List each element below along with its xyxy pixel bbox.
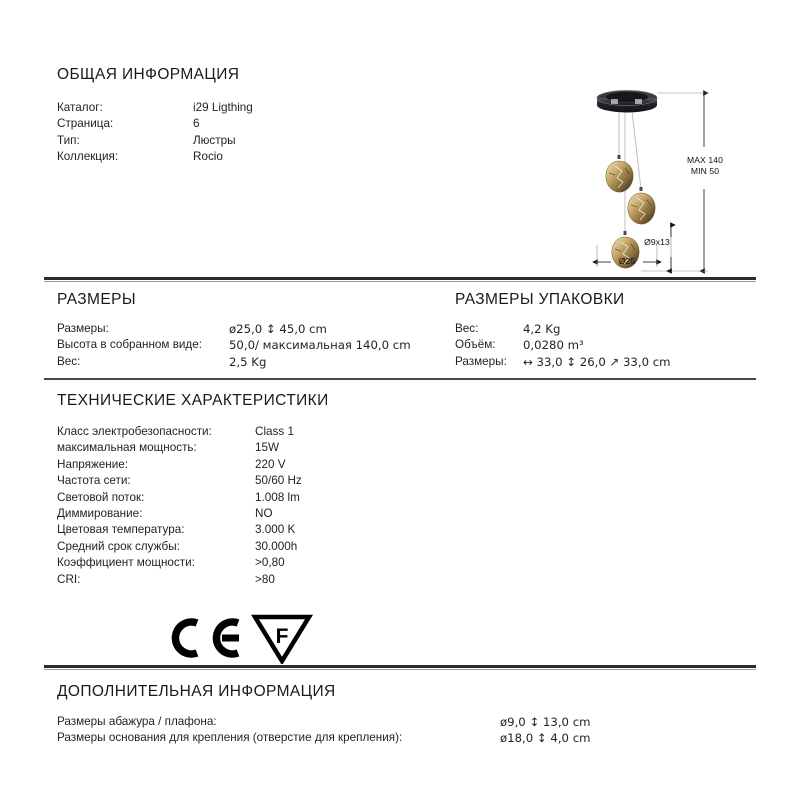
ceiling-canopy bbox=[597, 91, 657, 113]
packaging-label: Объём: bbox=[455, 338, 496, 352]
height-dimension-label-max: MAX 140 bbox=[686, 155, 724, 165]
f-triangle-mark-icon bbox=[251, 612, 313, 664]
technical-rows bbox=[57, 424, 302, 588]
additional-row bbox=[57, 714, 591, 730]
certification-marks bbox=[163, 612, 313, 664]
sizes-label: Размеры: bbox=[57, 322, 109, 335]
technical-label: Световой поток: bbox=[57, 490, 145, 504]
packaging-value: ↔ 33,0 ↕ 26,0 ↗ 33,0 cm bbox=[523, 354, 671, 369]
sizes-label: Вес: bbox=[57, 354, 81, 368]
technical-value: 3.000 K bbox=[255, 523, 296, 537]
technical-label: Цветовая температура: bbox=[57, 523, 185, 537]
additional-information-title: ДОПОЛНИТЕЛЬНАЯ ИНФОРМАЦИЯ bbox=[57, 683, 336, 700]
general-value: i29 Ligthing bbox=[193, 101, 253, 114]
sizes-row bbox=[57, 337, 411, 353]
technical-value: 220 V bbox=[255, 457, 286, 471]
general-information-rows bbox=[57, 100, 253, 166]
technical-value: 1.008 lm bbox=[255, 490, 300, 504]
technical-row bbox=[57, 440, 302, 456]
svg-text:F: F bbox=[275, 625, 289, 648]
crystal-shade-1 bbox=[606, 155, 633, 192]
technical-value: 15W bbox=[255, 441, 280, 455]
general-label: Каталог: bbox=[57, 101, 103, 114]
section-divider-additional bbox=[44, 665, 756, 668]
sizes-value: ø25,0 ↕ 45,0 cm bbox=[229, 322, 327, 336]
technical-value: 50/60 Hz bbox=[255, 474, 302, 488]
packaging-title: РАЗМЕРЫ УПАКОВКИ bbox=[455, 291, 625, 308]
general-row bbox=[57, 116, 253, 132]
technical-value: 30.000h bbox=[255, 539, 298, 553]
height-dimension-label-min: MIN 50 bbox=[690, 166, 720, 176]
sizes-row bbox=[57, 321, 411, 337]
packaging-row bbox=[455, 354, 671, 370]
technical-row bbox=[57, 539, 302, 555]
general-information-title: ОБЩАЯ ИНФОРМАЦИЯ bbox=[57, 66, 240, 83]
technical-value: NO bbox=[255, 507, 273, 521]
technical-label: Частота сети: bbox=[57, 474, 131, 488]
packaging-row bbox=[455, 337, 671, 353]
technical-row bbox=[57, 522, 302, 538]
sizes-rows bbox=[57, 321, 411, 370]
sizes-title: РАЗМЕРЫ bbox=[57, 291, 136, 308]
general-row bbox=[57, 100, 253, 116]
technical-row bbox=[57, 473, 302, 489]
technical-row bbox=[57, 555, 302, 571]
sizes-value: 2,5 Kg bbox=[229, 354, 267, 369]
technical-label: Коэффициент мощности: bbox=[57, 556, 195, 570]
technical-row bbox=[57, 506, 302, 522]
additional-label: Размеры основания для крепления (отверстие для крепления): bbox=[57, 731, 403, 745]
additional-row bbox=[57, 730, 591, 746]
technical-label: CRI: bbox=[57, 572, 81, 586]
section-divider-sizes bbox=[44, 277, 756, 280]
sizes-label: Высота в собранном виде: bbox=[57, 338, 203, 352]
technical-label: Диммирование: bbox=[57, 507, 143, 521]
packaging-value: 4,2 Kg bbox=[523, 322, 561, 336]
crystal-shade-2 bbox=[628, 187, 655, 224]
sizes-value: 50,0/ максимальная 140,0 cm bbox=[229, 338, 411, 353]
technical-label: Класс электробезопасности: bbox=[57, 425, 212, 438]
shade-dimension-label: Ø9x13 bbox=[644, 237, 670, 247]
technical-title: ТЕХНИЧЕСКИЕ ХАРАКТЕРИСТИКИ bbox=[57, 392, 329, 409]
packaging-label: Вес: bbox=[455, 322, 479, 335]
technical-value: >0,80 bbox=[255, 556, 285, 570]
technical-label: максимальная мощность: bbox=[57, 441, 197, 455]
general-value: 6 bbox=[193, 117, 200, 131]
technical-row bbox=[57, 424, 302, 440]
technical-row bbox=[57, 572, 302, 588]
packaging-label: Размеры: bbox=[455, 354, 507, 368]
general-row bbox=[57, 149, 253, 165]
general-value: Rocio bbox=[193, 150, 223, 164]
technical-label: Средний срок службы: bbox=[57, 539, 180, 553]
general-label: Тип: bbox=[57, 133, 80, 147]
drawing-svg bbox=[575, 85, 790, 275]
diameter-dimension-label: Ø25 bbox=[618, 256, 636, 266]
packaging-rows bbox=[455, 321, 671, 370]
technical-value: Class 1 bbox=[255, 425, 294, 438]
section-divider-technical bbox=[44, 378, 756, 380]
technical-label: Напряжение: bbox=[57, 457, 129, 471]
additional-value: ø18,0 ↕ 4,0 cm bbox=[500, 731, 591, 746]
technical-value: >80 bbox=[255, 572, 275, 586]
additional-rows bbox=[57, 714, 591, 747]
additional-label: Размеры абажура / плафона: bbox=[57, 715, 217, 728]
technical-row bbox=[57, 457, 302, 473]
additional-value: ø9,0 ↕ 13,0 cm bbox=[500, 715, 591, 729]
general-value: Люстры bbox=[193, 133, 236, 147]
general-row bbox=[57, 133, 253, 149]
packaging-value: 0,0280 m³ bbox=[523, 338, 584, 353]
product-technical-drawing bbox=[575, 85, 790, 275]
sizes-row bbox=[57, 354, 411, 370]
ce-mark-icon bbox=[163, 614, 243, 662]
technical-row bbox=[57, 490, 302, 506]
packaging-row bbox=[455, 321, 671, 337]
general-label: Коллекция: bbox=[57, 150, 119, 164]
general-label: Страница: bbox=[57, 117, 114, 131]
